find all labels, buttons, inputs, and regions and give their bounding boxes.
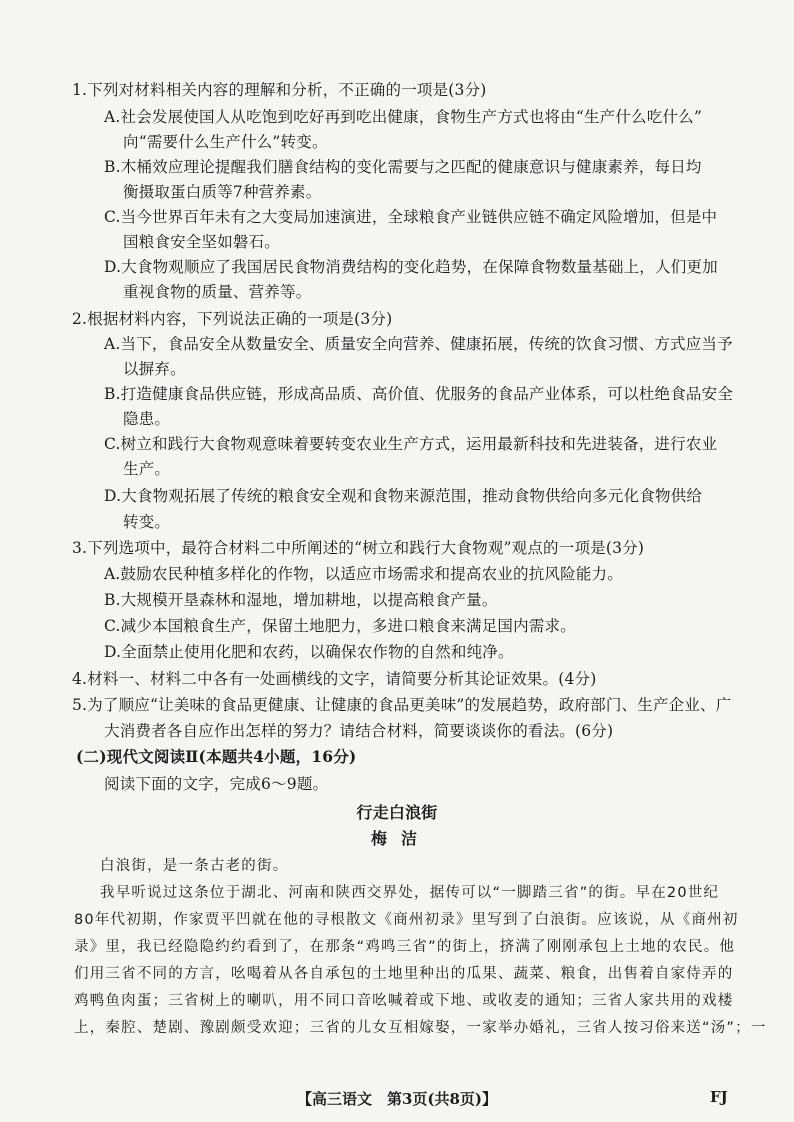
section-heading: (二)现代文阅读Ⅱ(本题共4小题，16分) — [76, 747, 357, 766]
question-2-option-b-cont: 隐患。 — [123, 410, 171, 428]
question-3-option-d: D.全面禁止使用化肥和农药，以确保农作物的自然和纯净。 — [104, 643, 514, 661]
question-3-option-a: A.鼓励农民种植多样化的作物，以适应市场需求和提高农业的抗风险能力。 — [104, 565, 623, 583]
article-paragraph-2-line-3: 录》里，我已经隐隐约约看到了，在那条“鸡鸣三省”的街上，挤满了刚刚承包上土地的农民。他 — [74, 939, 736, 955]
question-1-option-a-cont: 向“需要什么生产什么”转变。 — [123, 133, 328, 151]
article-paragraph-2-line-6: 上，秦腔、楚剧、豫剧颇受欢迎；三省的儿女互相嫁娶，一家举办婚礼，三省人按习俗来送“汤”；一 — [74, 1020, 767, 1036]
question-2-option-d: D.大食物观拓展了传统的粮食安全观和食物来源范围，推动食物供给向多元化食物供给 — [104, 487, 703, 505]
article-paragraph-1: 白浪街，是一条古老的街。 — [100, 858, 289, 874]
article-paragraph-2-line-5: 鸡鸭鱼肉蛋；三省树上的喇叭，用不同口音吆喊着或下地、或收麦的通知；三省人家共用的戏楼 — [74, 993, 734, 1009]
question-2-stem: 2.根据材料内容，下列说法正确的一项是(3分) — [72, 310, 393, 328]
question-1-stem: 1.下列对材料相关内容的理解和分析，不正确的一项是(3分) — [72, 81, 487, 99]
question-1-option-c-cont: 国粮食安全坚如磐石。 — [123, 233, 281, 251]
article-paragraph-2-line-2: 80年代初期，作家贾平凹就在他的寻根散文《商州初录》里写到了白浪街。应该说，从《商州初 — [74, 912, 739, 928]
question-3-option-b: B.大规模开垦森林和湿地，增加耕地，以提高粮食产量。 — [104, 591, 498, 609]
section-instruction: 阅读下面的文字，完成6～9题。 — [104, 775, 329, 793]
question-5: 5.为了顺应“让美味的食品更健康、让健康的食品更美味”的发展趋势，政府部门、生产企业、广 — [72, 696, 732, 714]
article-title: 行走白浪街 — [356, 803, 438, 822]
question-2-option-c: C.树立和践行大食物观意味着要转变农业生产方式，运用最新科技和先进装备，进行农业 — [104, 435, 718, 453]
question-1-option-b: B.木桶效应理论提醒我们膳食结构的变化需要与之匹配的健康意识与健康素养，每日均 — [104, 158, 702, 176]
question-4: 4.材料一、材料二中各有一处画横线的文字，请简要分析其论证效果。(4分) — [72, 670, 597, 688]
article-author: 梅洁 — [370, 829, 431, 848]
page-code: FJ — [710, 1088, 728, 1106]
question-1-option-d-cont: 重视食物的质量、营养等。 — [123, 283, 312, 301]
question-1-option-c: C.当今世界百年未有之大变局加速演进，全球粮食产业链供应链不确定风险增加，但是中 — [104, 208, 718, 226]
page-footer: 【高三语文 第3页(共8页)】 — [296, 1090, 498, 1108]
question-3-option-c: C.减少本国粮食生产，保留土地肥力，多进口粮食来满足国内需求。 — [104, 617, 576, 635]
question-1-option-b-cont: 衡摄取蛋白质等7种营养素。 — [123, 183, 322, 201]
question-1-option-d: D.大食物观顺应了我国居民食物消费结构的变化趋势，在保障食物数量基础上，人们更加 — [104, 258, 718, 276]
question-3-stem: 3.下列选项中，最符合材料二中所阐述的“树立和践行大食物观”观点的一项是(3分) — [72, 539, 645, 557]
question-2-option-a-cont: 以摒弃。 — [123, 360, 186, 378]
question-2-option-a: A.当下，食品安全从数量安全、质量安全向营养、健康拓展，传统的饮食习惯、方式应当予 — [104, 335, 733, 353]
question-1-option-a: A.社会发展使国人从吃饱到吃好再到吃出健康，食物生产方式也将由“生产什么吃什么” — [104, 108, 702, 126]
article-paragraph-2-line-1: 我早听说过这条位于湖北、河南和陕西交界处，据传可以“一脚踏三省”的街。早在20世纪 — [100, 885, 720, 901]
article-paragraph-2-line-4: 们用三省不同的方言，吆喝着从各自承包的土地里种出的瓜果、蔬菜、粮食，出售着自家侍弄的 — [74, 966, 734, 982]
question-2-option-d-cont: 转变。 — [123, 513, 171, 531]
question-5-cont: 大消费者各自应作出怎样的努力？请结合材料，简要谈谈你的看法。(6分) — [104, 722, 614, 740]
question-2-option-c-cont: 生产。 — [123, 460, 171, 478]
question-2-option-b: B.打造健康食品供应链，形成高品质、高价值、优服务的食品产业体系，可以杜绝食品安全 — [104, 385, 734, 403]
